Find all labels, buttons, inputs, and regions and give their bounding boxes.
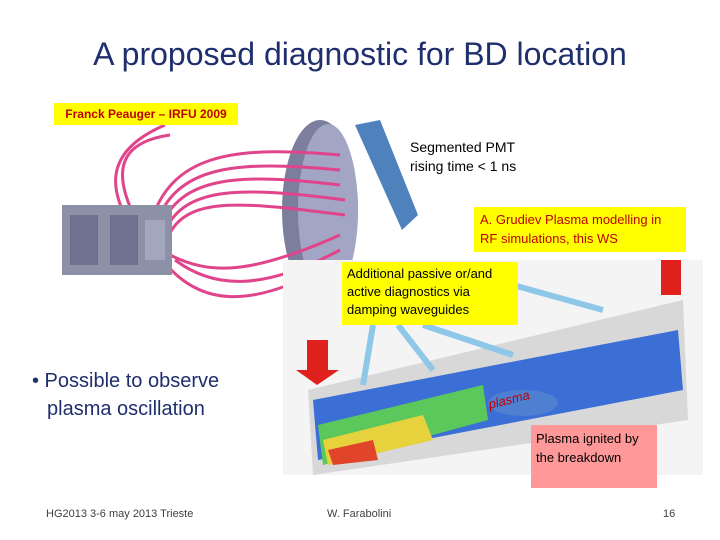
bullet-line2: plasma oscillation xyxy=(47,398,205,420)
pmt-label xyxy=(410,138,580,176)
plasma-ignited-note: Plasma ignited by the breakdown xyxy=(531,425,657,488)
footer-author: W. Farabolini xyxy=(327,508,392,520)
page-number: 16 xyxy=(663,508,676,520)
slide-title: A proposed diagnostic for BD location xyxy=(93,36,627,72)
plasma-tag: plasma xyxy=(486,387,532,412)
pmt-plate xyxy=(355,120,418,230)
bullet-point xyxy=(32,367,272,423)
footer-event: HG2013 3-6 may 2013 Trieste xyxy=(46,508,194,520)
credit-label: Franck Peauger – IRFU 2009 xyxy=(54,103,238,125)
pmt-label-line1: Segmented PMT xyxy=(410,139,516,155)
pmt-label-line2: rising time < 1 ns xyxy=(410,158,517,174)
bullet-line1: • Possible to observe xyxy=(32,370,220,392)
grudiev-note: A. Grudiev Plasma modelling in RF simulations, this WS xyxy=(474,207,686,252)
passive-diagnostics-note: Additional passive or/and active diagnostics via damping waveguides xyxy=(342,262,518,325)
